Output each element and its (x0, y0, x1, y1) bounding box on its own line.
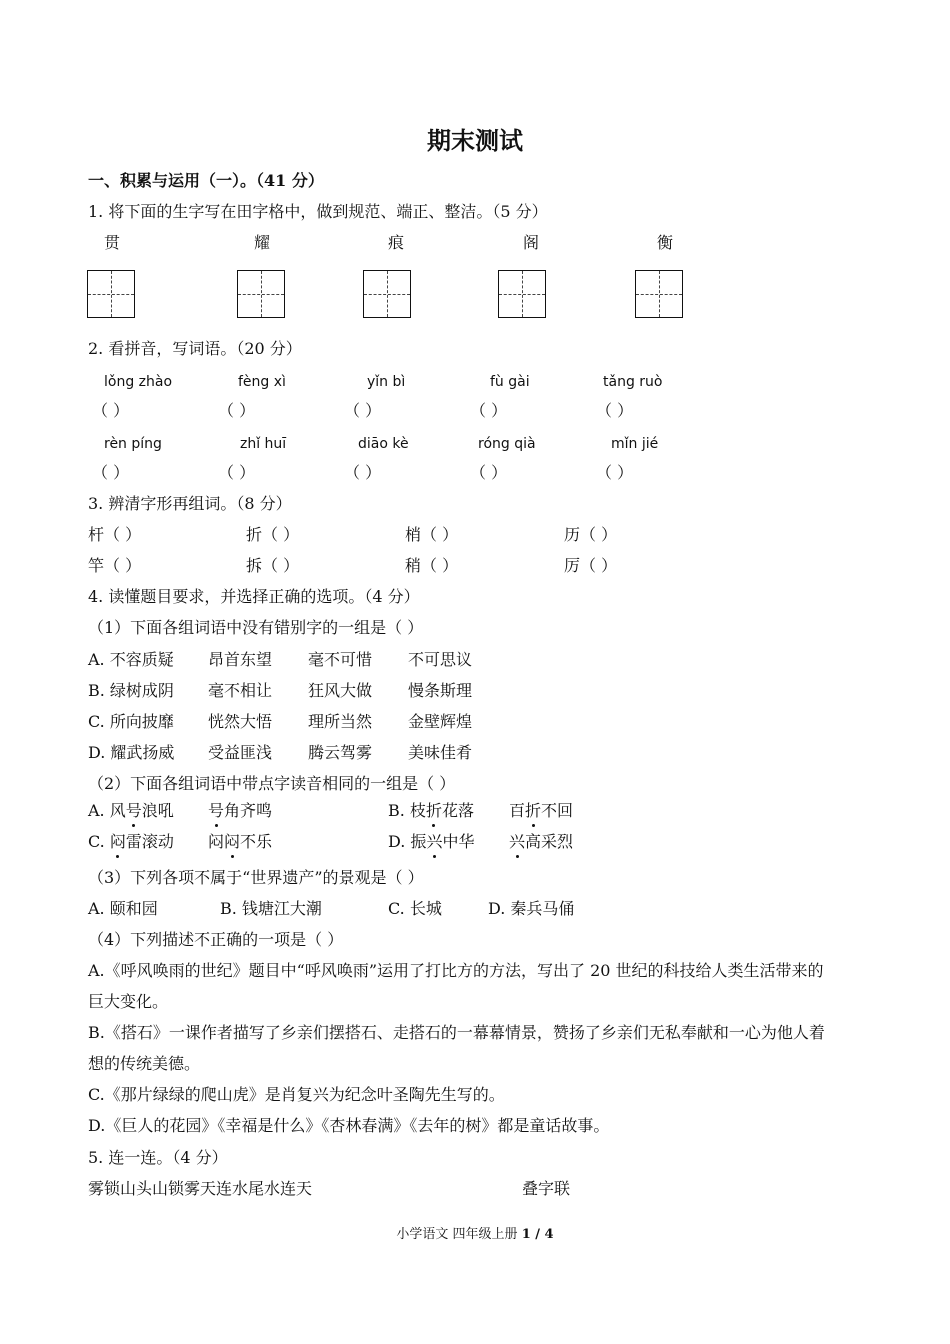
option-a-word (208, 801, 272, 821)
question-2-prompt: 2. 看拼音，写词语。（20 分） (88, 339, 302, 358)
question-3-prompt: 3. 辨清字形再组词。（8 分） (88, 494, 292, 513)
word-group-item[interactable]: 杆（ ） (88, 525, 142, 544)
option-d-word: 腾云驾雾 (308, 743, 373, 762)
word-group-item[interactable]: 拆（ ） (246, 556, 300, 575)
answer-blank[interactable]: （ ） (344, 463, 382, 482)
option-b[interactable] (388, 801, 474, 821)
option-b-word: 毫不相让 (208, 681, 273, 700)
word-group-item[interactable]: 竿（ ） (88, 556, 142, 575)
option-b-word: 慢条斯理 (408, 681, 473, 700)
word-group-item[interactable]: 梢（ ） (405, 525, 459, 544)
option-text: 闷 (208, 832, 225, 851)
option-a-word: 昂首东望 (208, 650, 273, 669)
answer-blank[interactable]: （ ） (596, 401, 634, 420)
option-a[interactable]: A.《呼风唤雨的世纪》题目中“呼风唤雨”运用了打比方的方法，写出了 20 世纪的科技给人类生活带来的 (88, 961, 824, 980)
pinyin-9: róng qià (478, 436, 536, 452)
option-b[interactable]: B.《搭石》一课作者描写了乡亲们摆搭石、走搭石的一幕幕情景，赞扬了乡亲们无私奉献和一心为他人着 (88, 1023, 825, 1042)
answer-blank[interactable]: （ ） (470, 463, 508, 482)
char-4: 阁 (523, 233, 540, 252)
question-4-prompt: 4. 读懂题目要求，并选择正确的选项。（4 分） (88, 587, 420, 606)
sub-question-3: （3）下列各项不属于“世界遗产”的景观是（ ） (88, 868, 424, 887)
tianzige-box-4[interactable] (498, 270, 546, 318)
answer-blank[interactable]: （ ） (92, 463, 130, 482)
pinyin-3: yǐn bì (367, 374, 406, 390)
sub-question-1: （1）下面各组词语中没有错别字的一组是（ ） (88, 618, 424, 637)
option-text: 中华 (442, 832, 475, 851)
word-group-item[interactable]: 折（ ） (246, 525, 300, 544)
pinyin-6: rèn píng (104, 436, 162, 452)
option-b-continued: 想的传统美德。 (88, 1054, 201, 1073)
pinyin-7: zhǐ huī (240, 436, 287, 452)
question-5-prompt: 5. 连一连。（4 分） (88, 1148, 228, 1167)
option-a-word: 不可思议 (408, 650, 473, 669)
option-a-continued: 巨大变化。 (88, 992, 169, 1011)
option-b[interactable]: B. 绿树成阴 (88, 681, 174, 700)
char-3: 痕 (388, 233, 405, 252)
dotted-char: 号 (125, 801, 142, 820)
option-c[interactable]: C. 长城 (388, 899, 442, 918)
option-c-word (208, 832, 272, 852)
pinyin-5: tǎng ruò (603, 374, 663, 390)
word-group-item[interactable]: 历（ ） (564, 525, 618, 544)
option-c-word: 恍然大悟 (208, 712, 273, 731)
option-text: C. (88, 832, 110, 851)
footer-text: 小学语文 四年级上册 (396, 1227, 522, 1242)
option-text: 花落 (441, 801, 474, 820)
page-number: 1 / 4 (521, 1227, 554, 1242)
dotted-char: 闷 (224, 832, 241, 851)
option-text: 角齐鸣 (224, 801, 273, 820)
option-d[interactable]: D.《巨人的花园》《幸福是什么》《杏林春满》《去年的树》都是童话故事。 (88, 1116, 610, 1135)
word-group-item[interactable]: 稍（ ） (405, 556, 459, 575)
answer-blank[interactable]: （ ） (596, 463, 634, 482)
option-d[interactable]: D. 耀武扬威 (88, 743, 175, 762)
option-c-word: 理所当然 (308, 712, 373, 731)
tianzige-box-1[interactable] (87, 270, 135, 318)
option-c[interactable]: C. 所向披靡 (88, 712, 174, 731)
option-text: 百 (509, 801, 526, 820)
answer-blank[interactable]: （ ） (344, 401, 382, 420)
option-c[interactable]: C.《那片绿绿的爬山虎》是肖复兴为纪念叶圣陶先生写的。 (88, 1085, 505, 1104)
pinyin-8: diāo kè (358, 436, 409, 452)
option-d-word: 美味佳肴 (408, 743, 473, 762)
answer-blank[interactable]: （ ） (470, 401, 508, 420)
pinyin-4: fù gài (490, 374, 530, 390)
sub-question-2: （2）下面各组词语中带点字读音相同的一组是（ ） (88, 774, 456, 793)
dotted-char: 号 (208, 801, 225, 820)
char-5: 衡 (657, 233, 674, 252)
option-d-word (509, 832, 573, 852)
tianzige-box-5[interactable] (635, 270, 683, 318)
pinyin-1: lǒng zhào (104, 374, 173, 390)
option-text: 雷滚动 (125, 832, 174, 851)
option-a[interactable]: A. 颐和园 (88, 899, 158, 918)
tianzige-box-2[interactable] (237, 270, 285, 318)
option-a[interactable]: A. 不容质疑 (88, 650, 174, 669)
dotted-char: 闷 (109, 832, 126, 851)
answer-blank[interactable]: （ ） (218, 463, 256, 482)
couplet-type[interactable]: 叠字联 (522, 1179, 571, 1198)
option-b-word: 狂风大做 (308, 681, 373, 700)
option-c-word: 金壁辉煌 (408, 712, 473, 731)
answer-blank[interactable]: （ ） (92, 401, 130, 420)
dotted-char: 兴 (426, 832, 443, 851)
option-d[interactable]: D. 秦兵马俑 (488, 899, 575, 918)
char-1: 贯 (104, 233, 121, 252)
word-group-item[interactable]: 厉（ ） (564, 556, 618, 575)
char-2: 耀 (254, 233, 271, 252)
dotted-char: 兴 (509, 832, 526, 851)
couplet-text[interactable]: 雾锁山头山锁雾天连水尾水连天 (88, 1179, 313, 1198)
option-text: 不乐 (240, 832, 273, 851)
page-footer (0, 1225, 950, 1245)
page-title: 期末测试 (427, 126, 523, 155)
section-heading: 一、积累与运用（一）。（41 分） (88, 171, 324, 190)
option-text: 不回 (541, 801, 574, 820)
pinyin-10: mǐn jié (611, 436, 659, 452)
option-a[interactable] (88, 801, 174, 821)
sub-question-4: （4）下列描述不正确的一项是（ ） (88, 930, 344, 949)
option-c[interactable] (88, 832, 174, 852)
option-text: 高采烈 (525, 832, 574, 851)
option-text: D. 振 (388, 832, 427, 851)
option-b[interactable]: B. 钱塘江大潮 (220, 899, 322, 918)
option-text: A. 风 (88, 801, 126, 820)
question-1-prompt: 1. 将下面的生字写在田字格中，做到规范、端正、整洁。（5 分） (88, 202, 548, 221)
dotted-char: 折 (425, 801, 442, 820)
answer-blank[interactable]: （ ） (218, 401, 256, 420)
option-d[interactable] (388, 832, 474, 852)
dotted-char: 折 (525, 801, 542, 820)
tianzige-box-3[interactable] (363, 270, 411, 318)
option-d-word: 受益匪浅 (208, 743, 273, 762)
pinyin-2: fèng xì (238, 374, 286, 390)
option-b-word (509, 801, 573, 821)
option-a-word: 毫不可惜 (308, 650, 373, 669)
option-text: B. 枝 (388, 801, 426, 820)
option-text: 浪吼 (141, 801, 174, 820)
